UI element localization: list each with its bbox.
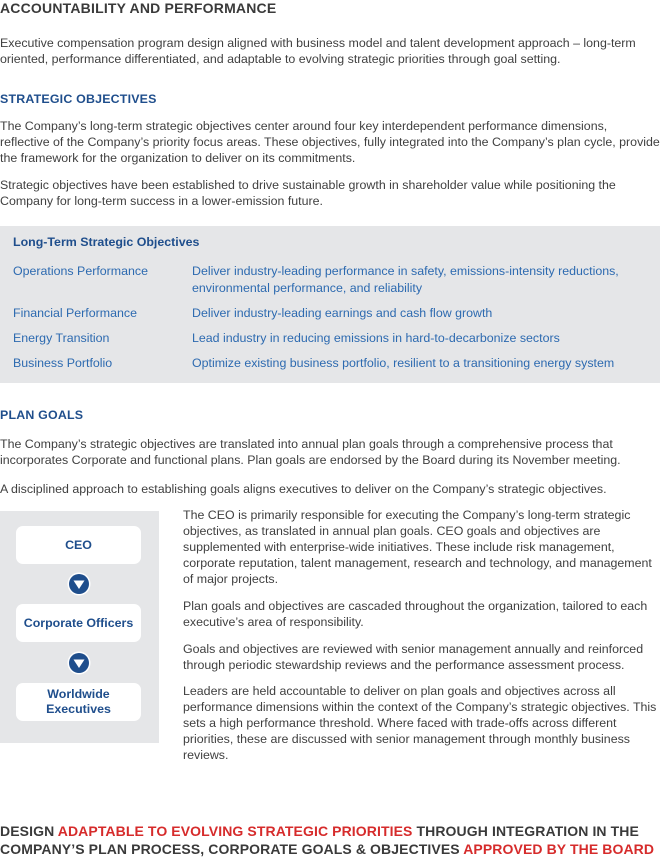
tagline [0, 822, 660, 858]
objective-name: Business Portfolio [13, 356, 113, 370]
objective-description: Optimize existing business portfolio, resilient to a transitioning energy system [192, 356, 615, 370]
objectives-table-title: Long-Term Strategic Objectives [13, 235, 200, 249]
objectives-table [0, 226, 660, 383]
intro-paragraph: Executive compensation program design aligned with business model and talent development approach – long-term oriented, performance differentiated, and adaptable to evolving strategic priorities through goal setting. [0, 36, 636, 66]
page-title: ACCOUNTABILITY AND PERFORMANCE [0, 0, 277, 16]
flow-box-corporate-officers: Corporate Officers [16, 604, 141, 642]
tagline-part: THROUGH INTEGRATION IN THE COMPANY’S PLAN PROCESS, CORPORATE GOALS & OBJECTIVES [0, 823, 639, 857]
objective-description: Deliver industry-leading performance in safety, emissions-intensity reductions, environmental performance, and reliability [192, 264, 619, 295]
objective-name: Operations Performance [13, 264, 148, 278]
flow-box-worldwide-executives: Worldwide Executives [16, 683, 141, 721]
plan-goals-paragraph-2: A disciplined approach to establishing goals aligns executives to deliver on the Company’s strategic objectives. [0, 482, 607, 496]
tagline-part: DESIGN [0, 823, 58, 839]
tagline-highlight: APPROVED BY THE BOARD [463, 841, 655, 857]
review-paragraph: Goals and objectives are reviewed with senior management annually and reinforced through periodic stewardship reviews and the performance assessment process. [183, 642, 644, 672]
objective-name: Energy Transition [13, 331, 110, 345]
ceo-responsibility-paragraph: The CEO is primarily responsible for executing the Company’s long-term strategic objectives, as translated in annual plan goals. CEO goals and objectives are supplemented with enterprise-wide initiatives. These include risk management, corporate reputation, talent management, research and technology, and management of major projects. [183, 508, 652, 586]
accountability-paragraph: Leaders are held accountable to deliver on plan goals and objectives across all performance dimensions within the context of the Company’s strategic objectives. This sets a high performance threshold. Where faced with trade-offs across different priorities, these are discussed with senior management through monthly business reviews. [183, 684, 657, 762]
down-arrow-circle-icon [67, 572, 91, 596]
plan-goals-paragraph-1: The Company’s strategic objectives are translated into annual plan goals through a comprehensive process that incorporates Corporate and functional plans. Plan goals are endorsed by the Board during its November meeting. [0, 437, 621, 467]
plan-goals-heading: PLAN GOALS [0, 408, 84, 422]
down-arrow-circle-icon [67, 651, 91, 675]
objective-description: Deliver industry-leading earnings and cash flow growth [192, 306, 493, 320]
goal-cascade-diagram [0, 511, 159, 743]
cascade-paragraph: Plan goals and objectives are cascaded throughout the organization, tailored to each executive’s area of responsibility. [183, 599, 648, 629]
strategic-paragraph-1: The Company’s long-term strategic objectives center around four key interdependent performance dimensions, reflective of the Company’s priority focus areas. These objectives, fully integrated into the Company’s plan cycle, provide the framework for the organization to deliver on its commitments. [0, 119, 660, 165]
flow-box-ceo: CEO [16, 526, 141, 564]
objective-name: Financial Performance [13, 306, 137, 320]
strategic-objectives-heading: STRATEGIC OBJECTIVES [0, 92, 157, 106]
tagline-highlight: ADAPTABLE TO EVOLVING STRATEGIC PRIORITIES [57, 823, 413, 839]
strategic-paragraph-2: Strategic objectives have been established to drive sustainable growth in shareholder value while positioning the Company for long-term success in a lower-emission future. [0, 178, 616, 208]
objective-description: Lead industry in reducing emissions in hard-to-decarbonize sectors [192, 331, 560, 345]
